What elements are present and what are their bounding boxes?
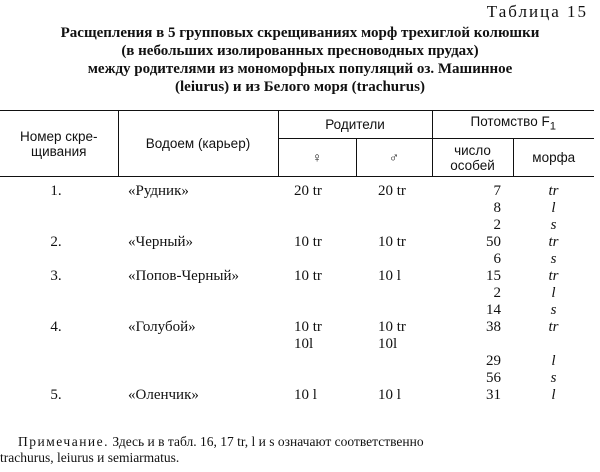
water-body-cell: «Черный»: [128, 234, 194, 250]
crossing-table: [0, 110, 594, 404]
offspring-count-cell: 2: [493, 217, 501, 233]
offspring-count-cell: 56: [486, 370, 501, 386]
footnote-label: Примечание.: [18, 434, 110, 449]
cross-number-cell: 2.: [50, 234, 62, 250]
offspring-count-cell: 8: [493, 200, 501, 216]
offspring-count-cell: 38: [486, 319, 501, 335]
caption-line: между родителями из мономорфных популяций оз. Машинное: [87, 61, 513, 77]
water-body-cell: [118, 285, 278, 302]
footnote: [0, 434, 600, 466]
header-cross-number: Номер скре- щивания: [0, 111, 118, 177]
offspring-morph-cell: tr: [548, 268, 559, 284]
offspring-count-cell: 29: [486, 353, 501, 369]
water-body-cell: «Попов-Черный»: [128, 268, 239, 284]
male-parent-cell: 10 l: [378, 268, 401, 284]
table-row: [0, 319, 594, 336]
offspring-morph-cell: s: [550, 217, 557, 233]
offspring-count-cell: [432, 336, 513, 353]
water-body-cell: [118, 251, 278, 268]
cross-number-cell: 3.: [50, 268, 62, 284]
table-row: [0, 200, 594, 217]
male-parent-cell: 10l: [378, 336, 398, 352]
female-parent-cell: [278, 353, 356, 370]
offspring-morph-cell: s: [550, 251, 557, 267]
water-body-cell: «Голубой»: [128, 319, 196, 335]
offspring-count-cell: 31: [486, 387, 501, 403]
male-parent-cell: [356, 302, 432, 319]
water-body-cell: [118, 217, 278, 234]
offspring-morph-cell: s: [550, 302, 557, 318]
male-parent-cell: [356, 353, 432, 370]
table-row: [0, 302, 594, 319]
female-parent-cell: 10 tr: [294, 319, 322, 335]
male-parent-cell: 20 tr: [378, 183, 406, 199]
male-parent-cell: [356, 200, 432, 217]
table-row: [0, 285, 594, 302]
female-parent-cell: [278, 200, 356, 217]
offspring-morph-cell: l: [551, 387, 556, 403]
water-body-cell: «Оленчик»: [128, 387, 199, 403]
male-parent-cell: [356, 285, 432, 302]
cross-number-cell: [0, 285, 118, 302]
male-parent-cell: 10 tr: [378, 234, 406, 250]
table-row: [0, 370, 594, 387]
cross-number-cell: 5.: [50, 387, 62, 403]
table-caption: [0, 24, 600, 96]
male-parent-cell: 10 tr: [378, 319, 406, 335]
offspring-morph-cell: l: [551, 200, 556, 216]
table-row: [0, 251, 594, 268]
table-number: Таблица 15: [486, 2, 588, 21]
water-body-cell: [118, 336, 278, 353]
offspring-morph-cell: tr: [548, 234, 559, 250]
footnote-text: trachurus, leiurus и semiarmatus.: [0, 450, 180, 465]
caption-line: (в небольших изолированных пресноводных прудах): [121, 43, 479, 59]
cross-number-cell: [0, 336, 118, 353]
header-water: Водоем (карьер): [118, 111, 278, 177]
male-parent-cell: 10 l: [378, 387, 401, 403]
offspring-morph-cell: s: [550, 370, 557, 386]
offspring-morph-cell: tr: [548, 319, 559, 335]
cross-number-cell: [0, 370, 118, 387]
table-row: [0, 336, 594, 353]
cross-number-cell: [0, 200, 118, 217]
caption-line: Расщепления в 5 групповых скрещиваниях морф трехиглой колюшки: [60, 25, 540, 41]
offspring-morph-cell: tr: [548, 183, 559, 199]
cross-number-cell: [0, 353, 118, 370]
female-parent-cell: [278, 251, 356, 268]
offspring-count-cell: 2: [493, 285, 501, 301]
female-parent-cell: [278, 302, 356, 319]
cross-number-cell: [0, 251, 118, 268]
water-body-cell: [118, 200, 278, 217]
cross-number-cell: [0, 217, 118, 234]
female-parent-cell: 10 l: [294, 387, 317, 403]
header-count: число особей: [432, 139, 513, 177]
water-body-cell: [118, 302, 278, 319]
table-body: [0, 177, 594, 405]
offspring-count-cell: 6: [493, 251, 501, 267]
table-row: [0, 177, 594, 201]
cross-number-cell: 1.: [50, 183, 62, 199]
female-parent-cell: 10 tr: [294, 268, 322, 284]
footnote-text: Здесь и в табл. 16, 17 tr, l и s означают соответственно: [109, 434, 424, 449]
cross-number-cell: 4.: [50, 319, 62, 335]
male-parent-cell: [356, 217, 432, 234]
female-parent-cell: 10l: [294, 336, 314, 352]
header-male-symbol: ♂: [356, 139, 432, 177]
table-row: [0, 234, 594, 251]
offspring-morph-cell: [513, 336, 594, 353]
cross-number-cell: [0, 302, 118, 319]
caption-line: (leiurus) и из Белого моря (trachurus): [175, 79, 425, 95]
offspring-count-cell: 50: [486, 234, 501, 250]
offspring-count-cell: 7: [493, 183, 501, 199]
table-row: [0, 268, 594, 285]
female-parent-cell: [278, 217, 356, 234]
female-parent-cell: [278, 370, 356, 387]
table-row: [0, 387, 594, 404]
water-body-cell: [118, 370, 278, 387]
male-parent-cell: [356, 370, 432, 387]
offspring-morph-cell: l: [551, 353, 556, 369]
female-parent-cell: 10 tr: [294, 234, 322, 250]
water-body-cell: «Рудник»: [128, 183, 189, 199]
header-female-symbol: ♀: [278, 139, 356, 177]
header-offspring: Потомство $F_1$: [432, 111, 594, 139]
table-row: [0, 353, 594, 370]
header-morph: морфа: [513, 139, 594, 177]
offspring-count-cell: 14: [486, 302, 501, 318]
female-parent-cell: 20 tr: [294, 183, 322, 199]
table-row: [0, 217, 594, 234]
female-parent-cell: [278, 285, 356, 302]
offspring-count-cell: 15: [486, 268, 501, 284]
male-parent-cell: [356, 251, 432, 268]
header-parents: Родители: [278, 111, 432, 139]
water-body-cell: [118, 353, 278, 370]
offspring-morph-cell: l: [551, 285, 556, 301]
